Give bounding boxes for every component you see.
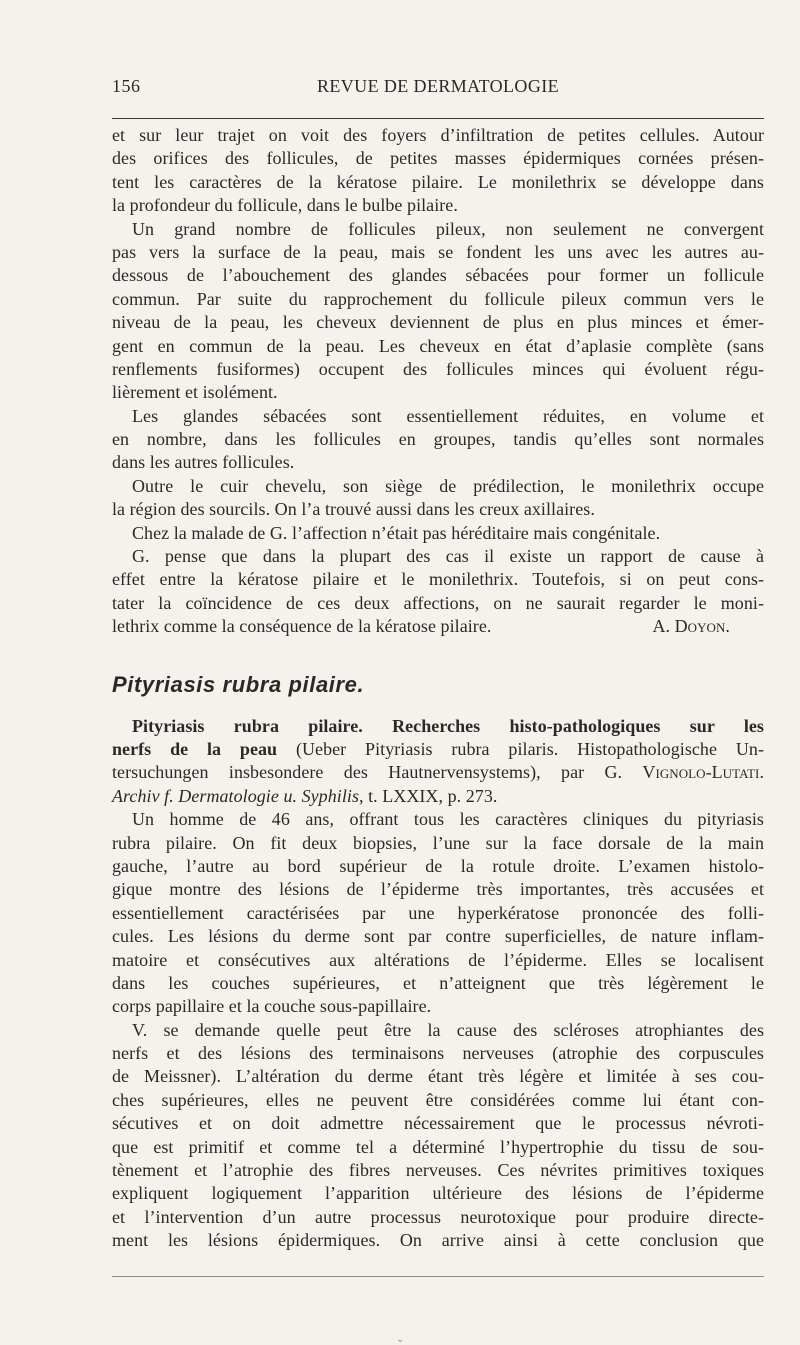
journal-title: REVUE DE DERMATOLOGIE <box>316 76 560 96</box>
text-line: que est primitif et comme tel a déterminé l’hypertrophie du tissu de sou- <box>112 1136 764 1157</box>
text-line: effet entre la kératose pilaire et le monilethrix. Toutefois, si on peut cons- <box>112 569 764 590</box>
text-line: Outre le cuir chevelu, son siège de prédilection, le monilethrix occupe <box>132 475 764 496</box>
signature: A. Doyon. <box>652 616 730 637</box>
text-line <box>112 738 764 761</box>
paragraph <box>112 545 764 639</box>
text-line: ment les lésions épidermiques. On arrive ainsi à cette conclusion que <box>112 1230 764 1251</box>
article-journal: Archiv f. Dermatologie u. Syphilis, <box>112 785 364 806</box>
text-line: en nombre, dans les follicules en groupes, tandis qu’elles sont normales <box>112 429 764 450</box>
body-text <box>112 124 764 1253</box>
footer-rule <box>112 1276 764 1277</box>
text-line: et l’intervention d’un autre processus neurotoxique pour produire directe- <box>112 1206 764 1227</box>
text-line: dans les autres follicules. <box>112 452 295 473</box>
text-line: sécutives et on doit admettre nécessairement que le processus névroti- <box>112 1113 764 1134</box>
paragraph <box>112 1019 764 1253</box>
article-original-title-cont: tersuchungen insbesondere des Hautnervensystems), par G. <box>112 762 643 783</box>
text-line: des orifices des follicules, de petites masses épidermiques cornées présen- <box>112 148 764 169</box>
paragraph <box>112 218 764 405</box>
text-line: corps papillaire et la couche sous-papillaire. <box>112 996 432 1017</box>
text-line: Un homme de 46 ans, offrant tous les caractères cliniques du pityriasis <box>132 809 764 830</box>
text-line: de Meissner). L’altération du derme étant très légère et limitée à ses cou- <box>112 1066 764 1087</box>
text-line: dans les couches supérieures, et n’atteignent que très légèrement le <box>112 972 764 993</box>
text-line: rubra pilaire. On fit deux biopsies, l’une sur la face dorsale de la main <box>112 832 764 853</box>
text-line: cules. Les lésions du derme sont par contre superficielles, de nature inflam- <box>112 926 764 947</box>
paragraph <box>112 808 764 1019</box>
page-footer-mark: ⌄ <box>396 1334 405 1345</box>
text-line: la région des sourcils. On l’a trouvé aussi dans les creux axillaires. <box>112 499 595 520</box>
text-line: lièrement et isolément. <box>112 382 278 403</box>
text-line: tater la coïncidence de ces deux affections, on ne saurait regarder le moni- <box>112 592 764 613</box>
article-title-cont: nerfs de la peau <box>112 738 278 759</box>
text-line: et sur leur trajet on voit des foyers d’infiltration de petites cellules. Autour <box>112 125 764 145</box>
text-line: tent les caractères de la kératose pilaire. Le monilethrix se développe dans <box>112 171 764 192</box>
text-line: Un grand nombre de follicules pileux, non seulement ne convergent <box>132 218 764 239</box>
article-author: Vignolo-Lutati. <box>642 762 764 783</box>
text-line: Les glandes sébacées sont essentiellement réduites, en volume et <box>132 405 764 426</box>
text-line-content: lethrix comme la conséquence de la kératose pilaire. <box>112 616 492 637</box>
text-line: matoire et consécutives aux altérations de l’épiderme. Elles se localisent <box>112 949 764 970</box>
text-line: essentiellement caractérisées par une hyperkératose prononcée des folli- <box>112 902 764 923</box>
text-line <box>112 761 764 784</box>
text-line: dessous de l’abouchement des glandes sébacées pour former un follicule <box>112 265 764 286</box>
text-line <box>112 785 764 808</box>
text-line: nerfs et des lésions des terminaisons nerveuses (atrophie des corpuscules <box>112 1043 764 1064</box>
text-line: expliquent logiquement l’apparition ultérieure des lésions de l’épiderme <box>112 1183 764 1204</box>
text-line: niveau de la peau, les cheveux deviennent de plus en plus minces et émer- <box>112 312 764 333</box>
text-line: gique montre des lésions de l’épiderme très importantes, très accusées et <box>112 879 764 900</box>
page-number: 156 <box>112 76 141 96</box>
text-line: gent en commun de la peau. Les cheveux en état d’aplasie complète (sans <box>112 335 764 356</box>
article-heading <box>112 715 764 809</box>
running-head <box>112 72 764 102</box>
text-line: renflements fusiformes) occupent des follicules minces qui évoluent régu- <box>112 358 764 379</box>
header-rule <box>112 118 764 119</box>
text-line: commun. Par suite du rapprochement du follicule pileux commun vers le <box>112 288 764 309</box>
text-line: ches supérieures, elles ne peuvent être considérées comme lui étant con- <box>112 1089 764 1110</box>
article-journal-ref: t. LXXIX, p. 273. <box>363 785 498 806</box>
section-title: Pityriasis rubra pilaire. <box>112 671 365 697</box>
paragraph <box>112 124 764 218</box>
paragraph <box>112 475 764 522</box>
article-original-title: (Ueber Pityriasis rubra pilaris. Histopathologische Un- <box>277 738 764 759</box>
text-line: pas vers la surface de la peau, mais se fondent les uns avec les autres au- <box>112 241 764 262</box>
text-line: V. se demande quelle peut être la cause des scléroses atrophiantes des <box>132 1019 764 1040</box>
paragraph <box>112 522 764 545</box>
text-line: Chez la malade de G. l’affection n’était pas héréditaire mais congénitale. <box>132 522 661 543</box>
text-line: G. pense que dans la plupart des cas il existe un rapport de cause à <box>132 546 764 567</box>
text-line: tènement et l’atrophie des fibres nerveuses. Ces névrites primitives toxiques <box>112 1160 764 1181</box>
article-title: Pityriasis rubra pilaire. Recherches histo-pathologiques sur les <box>132 715 764 736</box>
text-line <box>112 615 764 638</box>
paragraph <box>112 405 764 475</box>
text-line: gauche, l’autre au bord supérieur de la rotule droite. L’examen histolo- <box>112 855 764 876</box>
text-line: la profondeur du follicule, dans le bulbe pilaire. <box>112 195 458 216</box>
